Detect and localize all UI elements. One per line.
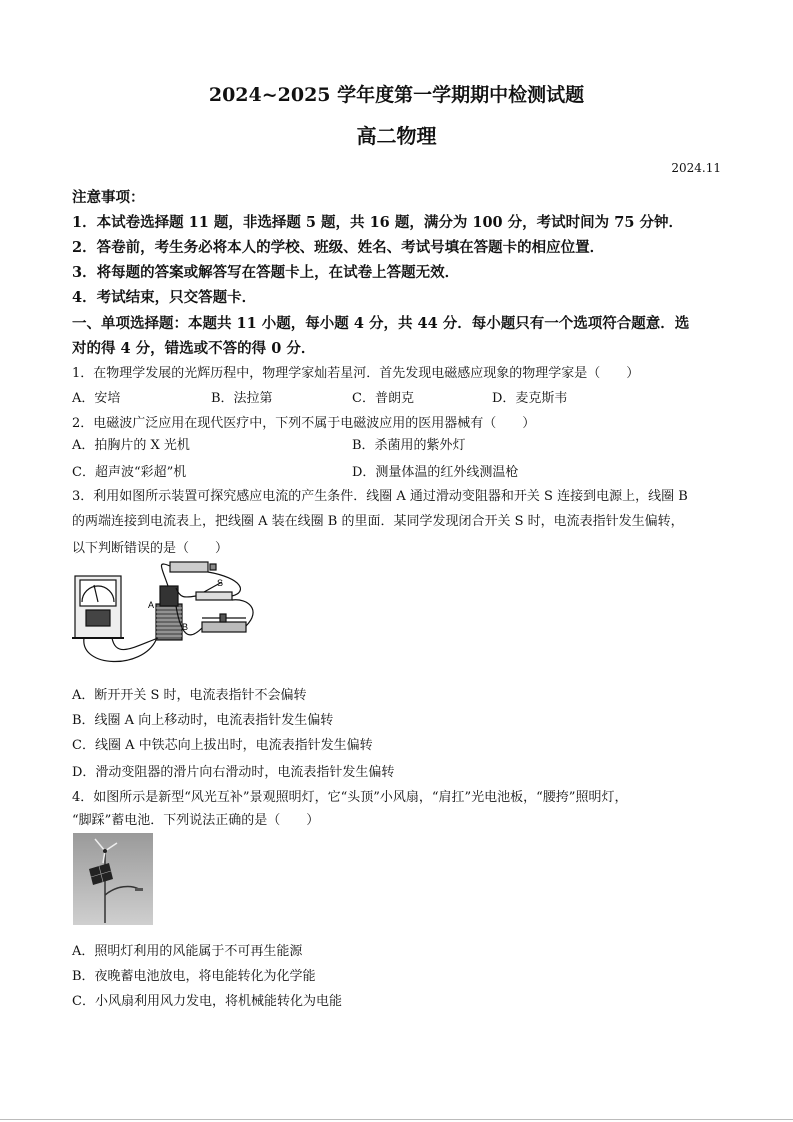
q2-option-c: C．超声波“彩超”机 [72, 465, 187, 480]
page-bottom-rule [0, 1119, 793, 1120]
q2-stem: 2．电磁波广泛应用在现代医疗中，下列不属于电磁波应用的医用器械有（ ） [72, 416, 536, 431]
q3-stem-line2: 的两端连接到电流表上，把线圈 A 装在线圈 B 的里面．某同学发现闭合开关 S 时，电流表指针发生偏转， [72, 514, 684, 529]
lamp-head-icon [135, 888, 143, 891]
figure-label-s: S [217, 578, 224, 588]
q1-option-c: C．普朗克 [352, 391, 414, 406]
q3-option-d: D．滑动变阻器的滑片向右滑动时，电流表指针发生偏转 [72, 765, 395, 780]
notice-item: 3．将每题的答案或解答写在答题卡上，在试卷上答题无效． [72, 264, 460, 281]
exam-subject: 高二物理 [356, 124, 437, 148]
induction-apparatus-figure [72, 558, 262, 672]
figure-label-a: A [148, 600, 155, 610]
q4-option-b: B．夜晚蓄电池放电，将电能转化为化学能 [72, 969, 316, 984]
q3-option-a: A．断开开关 S 时，电流表指针不会偏转 [72, 688, 307, 703]
q1-option-a: A．安培 [72, 391, 121, 406]
q3-option-c: C．线圈 A 中铁芯向上拔出时，电流表指针发生偏转 [72, 738, 373, 753]
q3-stem-line3: 以下判断错误的是（ ） [72, 541, 229, 556]
notice-item: 2．答卷前，考生务必将本人的学校、班级、姓名、考试号填在答题卡的相应位置． [72, 239, 605, 256]
q2-option-a: A．拍胸片的 X 光机 [72, 438, 190, 453]
battery-icon [170, 562, 208, 572]
section-heading-line2: 对的得 4 分，错选或不答的得 0 分． [72, 340, 316, 357]
notice-item: 4．考试结束，只交答题卡． [72, 289, 257, 306]
coil-a-icon [160, 586, 178, 606]
coil-b-icon [156, 604, 182, 640]
q4-option-c: C．小风扇利用风力发电，将机械能转化为电能 [72, 994, 342, 1009]
notice-item: 1．本试卷选择题 11 题，非选择题 5 题，共 16 题，满分为 100 分，考试时间为 75 分钟． [72, 214, 683, 231]
street-lamp-photo [73, 833, 153, 925]
q3-stem-line1: 3．利用如图所示装置可探究感应电流的产生条件．线圈 A 通过滑动变阻器和开关 S 连接到电源上，线圈 B [72, 489, 688, 504]
q4-stem-line2: “脚踩”蓄电池．下列说法正确的是（ ） [72, 813, 320, 828]
q4-stem-line1: 4．如图所示是新型“风光互补”景观照明灯，它“头顶”小风扇，“肩扛”光电池板，“腰挎”照明灯， [72, 790, 628, 805]
figure-label-b: B [182, 622, 189, 632]
q1-option-b: B．法拉第 [211, 391, 273, 406]
q2-option-b: B．杀菌用的紫外灯 [352, 438, 466, 453]
notice-heading: 注意事项： [72, 189, 145, 206]
q3-option-b: B．线圈 A 向上移动时，电流表指针发生偏转 [72, 713, 334, 728]
q1-option-d: D．麦克斯韦 [492, 391, 568, 406]
exam-title: 2024~2025 学年度第一学期期中检测试题 [208, 84, 585, 106]
q2-option-d: D．测量体温的红外线测温枪 [352, 465, 519, 480]
exam-date: 2024.11 [671, 161, 721, 175]
q4-option-a: A．照明灯利用的风能属于不可再生能源 [72, 944, 303, 959]
rheostat-icon [202, 622, 246, 632]
section-heading-line1: 一、单项选择题：本题共 11 小题，每小题 4 分，共 44 分．每小题只有一个选项符合题意．选 [72, 315, 690, 332]
switch-icon [196, 592, 232, 600]
q1-stem: 1．在物理学发展的光辉历程中，物理学家灿若星河．首先发现电磁感应现象的物理学家是（ ） [72, 366, 640, 381]
